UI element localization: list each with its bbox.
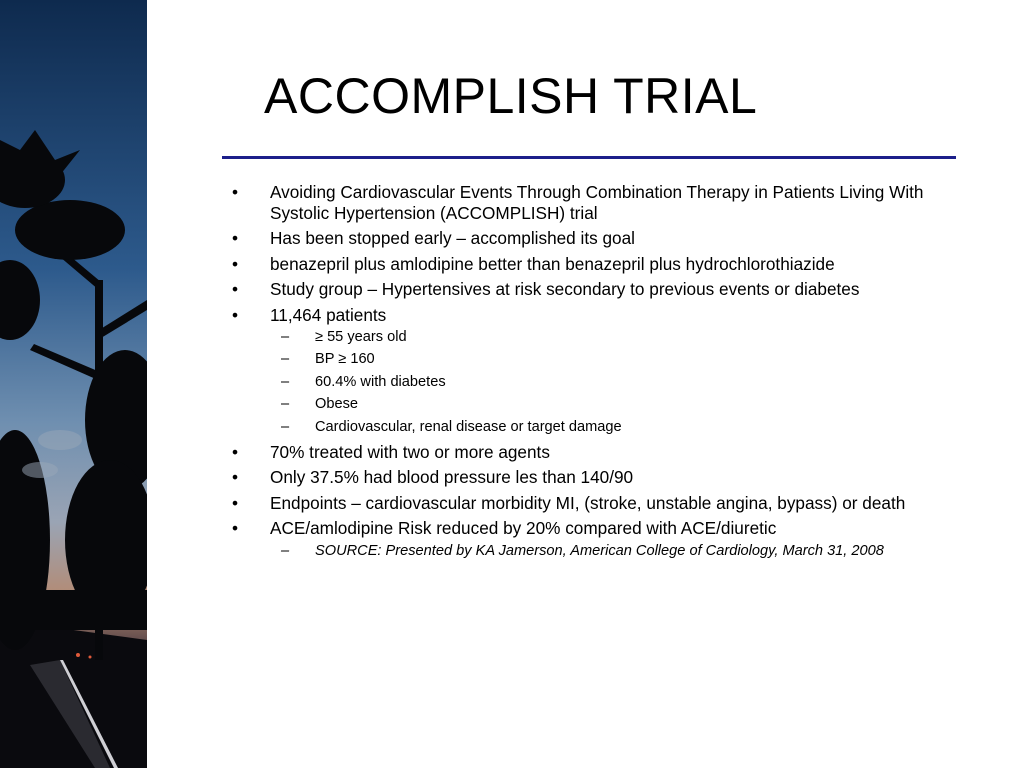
bullet-text: ACE/amlodipine Risk reduced by 20% compared with ACE/diuretic	[270, 518, 777, 539]
dusk-tree-photo-icon	[0, 0, 147, 768]
bullet-text: 11,464 patients	[270, 304, 387, 325]
bullet-item	[232, 228, 972, 249]
sub-bullet-item: – 60.4% with diabetes	[270, 373, 972, 392]
bullet-item	[232, 279, 972, 300]
bullet-item	[232, 442, 972, 463]
background-photo-strip	[0, 0, 147, 768]
sub-bullet-item: – BP ≥ 160	[270, 350, 972, 369]
bullet-list	[232, 182, 972, 566]
sub-bullet-list	[270, 542, 972, 561]
source-citation: – SOURCE: Presented by KA Jamerson, American College of Cardiology, March 31, 2008	[270, 542, 972, 561]
sub-bullet-item: – ≥ 55 years old	[270, 328, 972, 347]
slide-title: ACCOMPLISH TRIAL	[264, 68, 758, 124]
bullet-text: Endpoints – cardiovascular morbidity MI, (stroke, unstable angina, bypass) or death	[270, 492, 906, 513]
bullet-item	[232, 254, 972, 275]
sub-bullet-item: – Cardiovascular, renal disease or target damage	[270, 418, 972, 437]
bullet-item	[232, 493, 972, 514]
bullet-item	[232, 518, 972, 561]
bullet-text: benazepril plus amlodipine better than benazepril plus hydrochlorothiazide	[270, 253, 835, 274]
bullet-text: 70% treated with two or more agents	[270, 441, 550, 462]
bullet-text: Avoiding Cardiovascular Events Through Combination Therapy in Patients Living With Systolic Hypertension (ACCOMPLISH) trial	[270, 182, 924, 223]
bullet-text: Has been stopped early – accomplished its goal	[270, 228, 635, 248]
title-underline-divider	[222, 156, 956, 159]
bullet-item	[232, 467, 972, 488]
sub-bullet-list	[270, 328, 972, 437]
bullet-text: Only 37.5% had blood pressure les than 140/90	[270, 467, 634, 488]
bullet-text: Study group – Hypertensives at risk secondary to previous events or diabetes	[270, 279, 860, 299]
sub-bullet-item: – Obese	[270, 395, 972, 414]
bullet-item	[232, 182, 972, 223]
bullet-item	[232, 305, 972, 437]
